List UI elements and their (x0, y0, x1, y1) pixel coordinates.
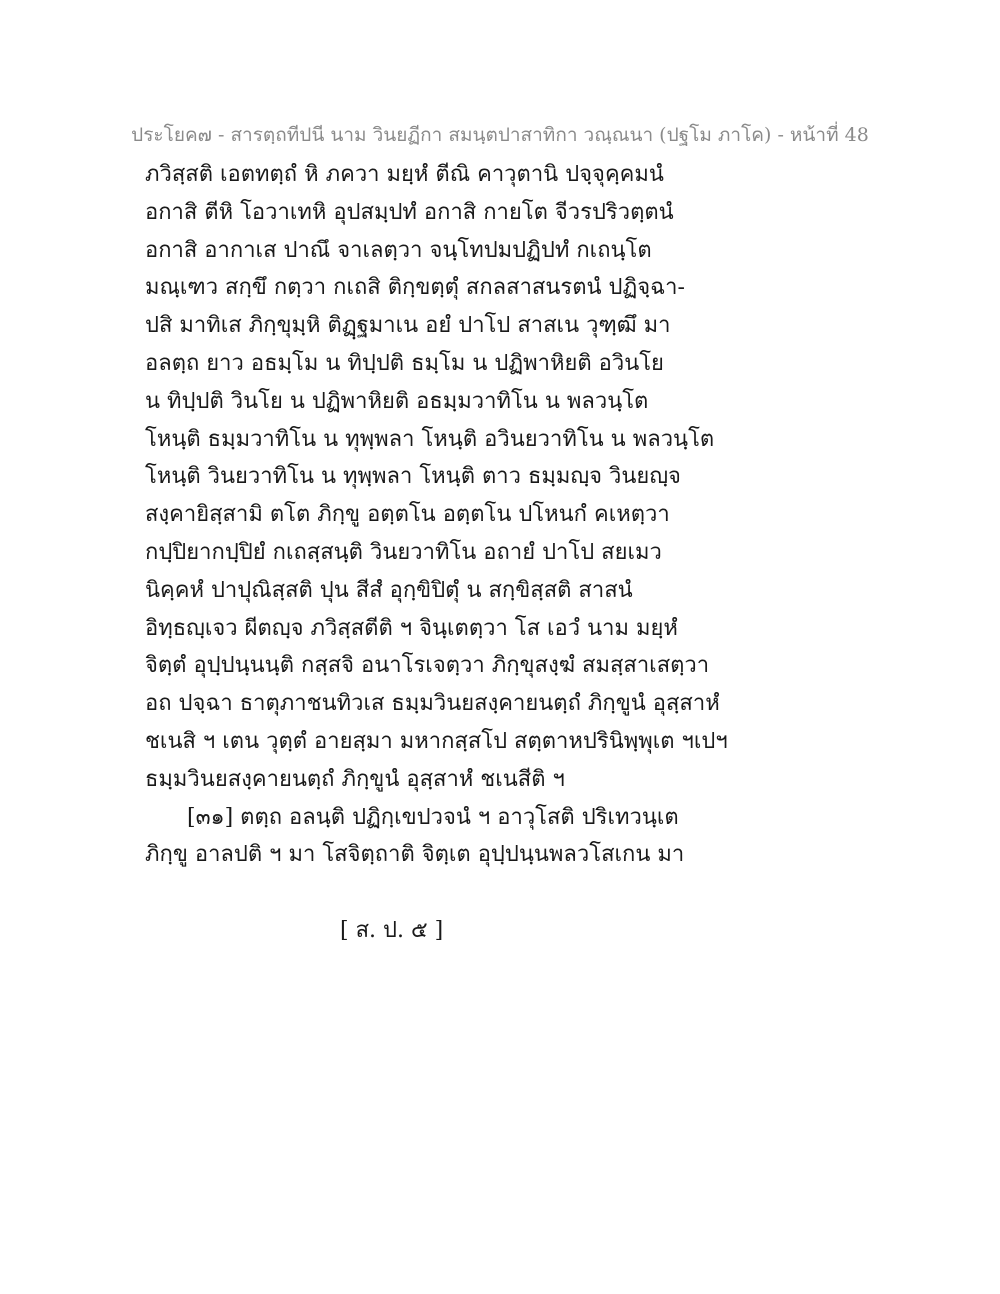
text-line: อิทฺธญฺเจว ผีตญฺจ ภวิสฺสตีติ ฯ จินฺเตตฺวา โส เอวํ นาม มยฺหํ (145, 615, 678, 641)
text-line: ธมฺมวินยสงฺคายนตฺถํ ภิกฺขูนํ อุสฺสาหํ ชเนสีติ ฯ (145, 766, 565, 792)
page-signature-mark: [ ส. ป. ๕ ] (340, 918, 444, 943)
text-line: โหนฺติ ธมฺมวาทิโน น ทุพฺพลา โหนฺติ อวินยวาทิโน น พลวนฺโต (145, 426, 715, 452)
text-line: อลตฺถ ยาว อธมฺโม น ทิปฺปติ ธมฺโม น ปฏิพาหิยติ อวินโย (145, 350, 664, 376)
body-text (145, 156, 865, 874)
text-line: อกาสิ อากาเส ปาณึ จาเลตฺวา จนฺโทปมปฏิปทํ กเถนฺโต (145, 237, 652, 263)
text-line: ภิกฺขู อาลปติ ฯ มา โสจิตฺถาติ จิตฺเต อุปฺปนฺนพลวโสเกน มา (145, 842, 685, 868)
text-line: นิคฺคหํ ปาปุณิสฺสติ ปุน สีสํ อุกฺขิปิตุํ น สกฺขิสฺสติ สาสนํ (145, 577, 633, 603)
text-line: โหนฺติ วินยวาทิโน น ทุพฺพลา โหนฺติ ตาว ธมฺมญฺจ วินยญฺจ (145, 464, 681, 490)
text-line: จิตฺตํ อุปฺปนฺนนฺติ กสฺสจิ อนาโรเจตฺวา ภิกฺขุสงฺฆํ สมสฺสาเสตฺวา (145, 653, 710, 679)
paragraph-start-line: [๓๑] ตตฺถ อลนฺติ ปฏิกฺเขปวจนํ ฯ อาวุโสติ ปริเทวนฺเต (187, 804, 679, 830)
page-header: ประโยค๗ - สารตฺถทีปนี นาม วินยฏีกา สมนฺตปาสาทิกา วณฺณนา (ปฐโม ภาโค) - หน้าที่ 48 (131, 124, 869, 146)
text-line: น ทิปฺปติ วินโย น ปฏิพาหิยติ อธมฺมวาทิโน น พลวนฺโต (145, 388, 649, 414)
text-line: ภวิสฺสติ เอตทตฺถํ หิ ภควา มยฺหํ ตีณิ คาวุตานิ ปจฺจุคฺคมนํ (145, 162, 664, 187)
text-line: ชเนสิ ฯ เตน วุตฺตํ อายสฺมา มหากสฺสโป สตฺตาหปรินิพฺพุเต ฯเปฯ (145, 728, 728, 754)
text-line: อกาสิ ตีหิ โอวาเทหิ อุปสมฺปทํ อกาสิ กายโต จีวรปริวตฺตนํ (145, 199, 674, 225)
text-line: มณฺเฑว สกฺขึ กตฺวา กเถสิ ติกฺขตฺตุํ สกลสาสนรตนํ ปฏิจฺฉา- (145, 275, 685, 301)
text-line: กปฺปิยากปฺปิยํ กเถสฺสนฺติ วินยวาทิโน อถายํ ปาโป สยเมว (145, 539, 662, 565)
text-line: สงฺคายิสฺสามิ ตโต ภิกฺขู อตฺตโน อตฺตโน ปโหนกํ คเหตฺวา (145, 502, 670, 528)
text-line: ปสิ มาทิเส ภิกฺขุมฺหิ ติฏฺฐมาเน อยํ ปาโป สาสเน วุฑฺฒึ มา (145, 313, 671, 339)
text-line: อถ ปจฺฉา ธาตุภาชนทิวเส ธมฺมวินยสงฺคายนตฺถํ ภิกฺขูนํ อุสฺสาหํ (145, 691, 720, 717)
